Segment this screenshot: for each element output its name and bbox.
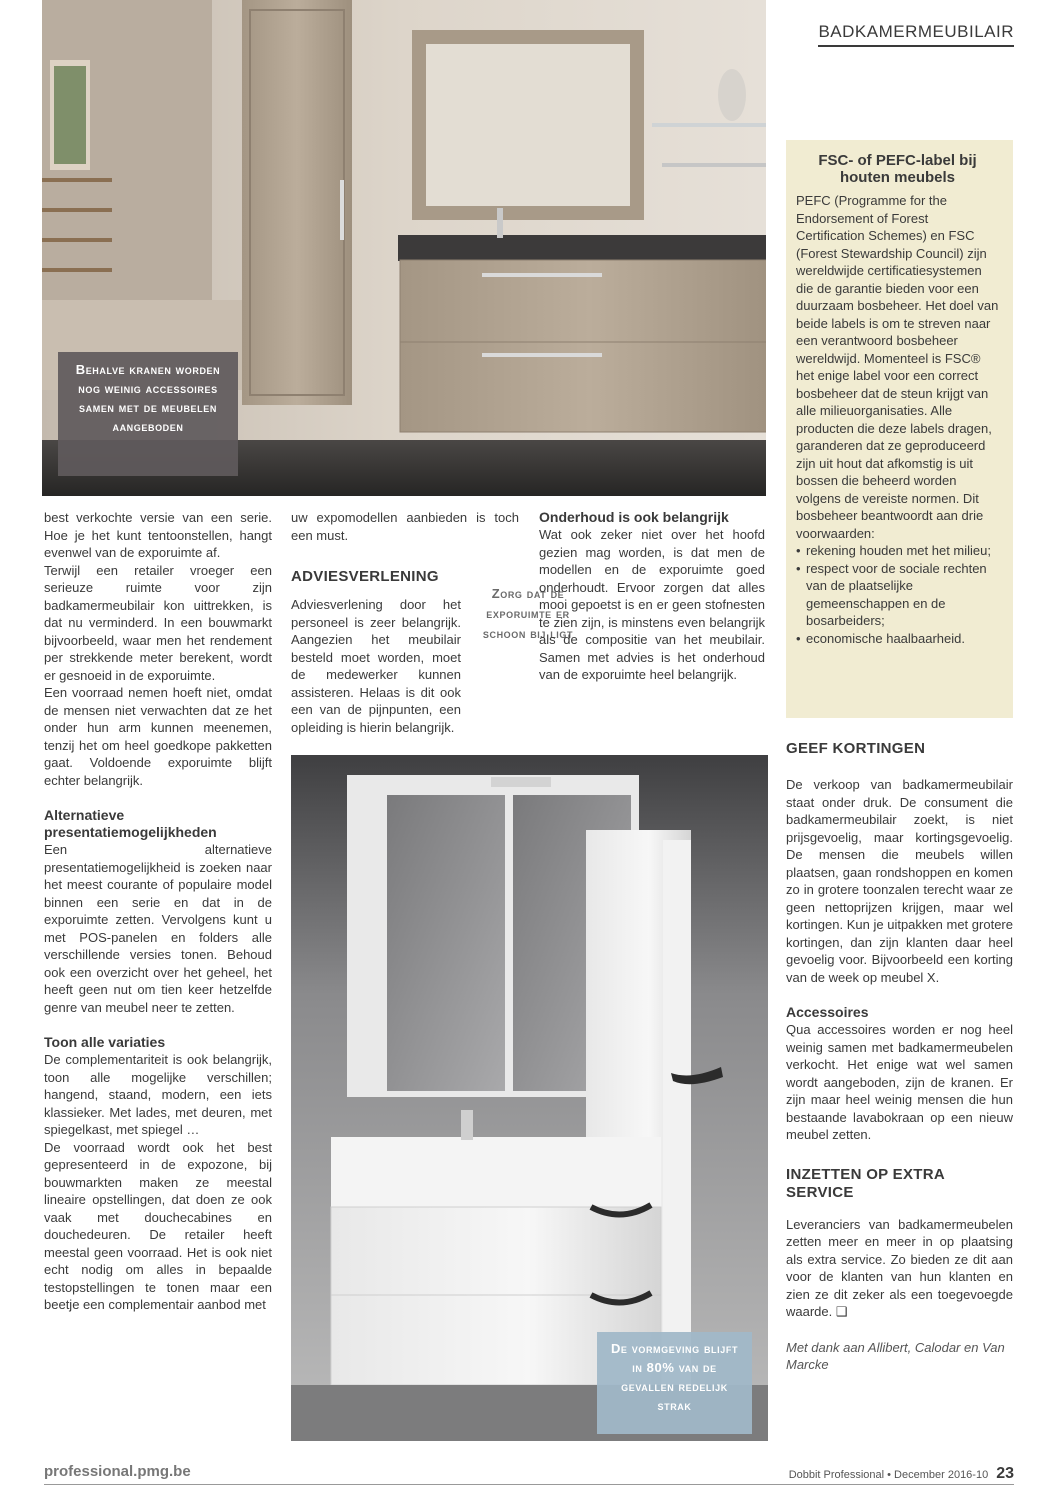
section-label: BADKAMERMEUBILAIR [818,22,1014,47]
page-number: 23 [996,1465,1014,1482]
infobox-body: PEFC (Programme for the Endorsement of Forest Certification Schemes) en FSC (Forest Stewardship Council) zijn wereldwijde certificatiesystemen die de garantie bieden voor een duurzaam bosbeheer. Het doel van beide labels is om te streven naar een verantwoord bosbeheer wereldwijd. Momenteel is FSC® het enige label voor een correct bosbeheer dat de steun krijgt van alle milieuorganisaties. Alle producten die deze labels dragen, garanderen dat ze geproduceerd zijn uit hout dat afkomstig is uit bossen die beheerd worden volgens de vereiste normen. Dit bosbeheer beantwoordt aan drie voorwaarden: [796,193,999,541]
footer-website[interactable]: professional.pmg.be [44,1463,191,1480]
heading-accessoires: Accessoires [786,1004,869,1020]
credits: Met dank aan Allibert, Calodar en Van Marcke [786,1339,1005,1372]
col1-paragraph-2: Terwijl een retailer vroeger een serieuze ruimte voor zijn badkamermeubilair kon uittrekken, is dat nu verminderd. In een bouwmarkt bijvoorbeeld, waar men het rendement per strekkende meter berekent, wordt er gesnoeid in de exporuimte. [44,562,272,683]
column-3 [539,509,765,684]
col1-paragraph-6: De voorraad wordt ook het best gepresenteerd in de expozone, bij bouwmarkten maken ze meestal lineaire opstellingen, dat doen ze ook vaak met douchecabines en douchedeuren. De retailer heeft meestal geen voorraad. Het is ook niet echt nodig om alles in bepaalde testopstellingen te tonen maar een beetje een complementair aanbod met [44,1139,272,1312]
fsc-pefc-infobox [786,140,1013,718]
infobox-bullet: • rekening houden met het milieu; [796,542,999,560]
column-1 [44,509,272,1314]
col1-paragraph-1: best verkochte versie van een serie. Hoe je het kunt tentoonstellen, hangt evenwel van de exporuimte af. [44,510,272,560]
col2-paragraph-1: uw expomodellen aanbieden is toch een must. [291,510,519,543]
col1-paragraph-5: De complementariteit is ook belangrijk, toon alle mogelijke verschillen; hangend, staand, modern, een iets klassieker. Met lades, met deuren, met spiegelkast, met spiegel … [44,1052,272,1137]
col1-paragraph-4: Een alternatieve presentatiemogelijkheid is zoeken naar het meest courante of populaire model binnen een serie en dat in de exporuimte zetten. Vervolgens kunt u met POS-panelen en folders alle verschillende versies tonen. Behoud ook een overzicht over het geheel, het heeft geen nut om tien keer hetzelfde genre van meubel neer te zetten. [44,842,272,1015]
col1-paragraph-3: Een voorraad nemen hoeft niet, omdat de mensen niet verwachten dat ze het onder hun arm kunnen meenemen, tenzij het om heel goedkope pakketten gaat. Voldoende exporuimte blijft echter belangrijk. [44,685,272,788]
col3-paragraph-1: Wat ook zeker niet over het hoofd gezien mag worden, is dat men de modellen en de exporuimte goed onderhoudt. Ervoor zorgen dat alles mooi gepoetst is en er geen stofnesten te zien zijn, is minstens even belangrijk als de compositie van het meubilair. Samen met advies is het onderhoud van de exporuimte heel belangrijk. [539,527,765,682]
infobox-bullet: • respect voor de sociale rechten van de plaatselijke gemeenschappen en de bosarbeiders; [796,560,999,630]
heading-alternatieve: Alternatieve presentatiemogelijkheden [44,807,217,840]
column-4 [786,740,1013,1374]
heading-onderhoud: Onderhoud is ook belangrijk [539,509,729,525]
col4-paragraph-1: De verkoop van badkamermeubilair staat onder druk. De consument die badkamermeubilair zoekt, is niet prijsgevoelig, maar kortingsgevoelig. De mensen die meubels willen plaatsen, gaan rondshoppen en komen zo in grotere toonzalen terecht waar ze geen nettoprijzen krijgen, maar wel kortingen. Kun je uitpakken met grotere kortingen, dan zijn klanten daar heel gevoelig voor. Bijvoorbeeld een korting van de week op meubel X. [786,777,1013,985]
footer-publication-text: Dobbit Professional • December 2016-10 [788,1469,989,1481]
heading-variaties: Toon alle variaties [44,1034,166,1050]
footer-publication [789,1465,1014,1483]
heading-kortingen: GEEF KORTINGEN [786,740,926,757]
footer-divider [44,1484,1014,1485]
infobox-list [796,542,999,647]
infobox-bullet: • economische haalbaarheid. [796,630,999,648]
bottom-photo-caption: De vormgeving blijft in 80% van de gevallen redelijk strak [597,1332,752,1434]
infobox-title: FSC- of PEFC-label bij houten meubels [818,152,977,186]
heading-adviesverlening: ADVIESVERLENING [291,568,439,585]
top-photo-caption: Behalve kranen worden nog weinig accessoires samen met de meubelen aangeboden [58,352,238,476]
pull-quote: Zorg dat de exporuimte er schoon bij ligt [482,586,574,641]
heading-extra-service: INZETTEN OP EXTRA SERVICE [786,1165,945,1201]
col2-paragraph-2: Adviesverlening door het personeel is zeer belangrijk. Aangezien het meubilair besteld moet worden, moet de medewerker kunnen assisteren. Helaas is dit ook een van de pijnpunten, een opleiding is hierin belangrijk. [291,597,461,735]
col4-paragraph-3: Leveranciers van badkamermeubelen zetten meer en meer in op plaatsing als extra service. Zo bieden ze dit aan voor de klanten van hun klanten en zien ze dit zeker als een toegevoegde waarde. ❑ [786,1216,1013,1319]
col4-paragraph-2: Qua accessoires worden er nog heel weinig samen met badkamermeubelen verkocht. Het enige wat wel samen wordt aangeboden, zijn de kranen. Er zijn maar heel weinig mensen die hun bestaande lavabokraan op een nieuw meubel zetten. [786,1022,1013,1142]
